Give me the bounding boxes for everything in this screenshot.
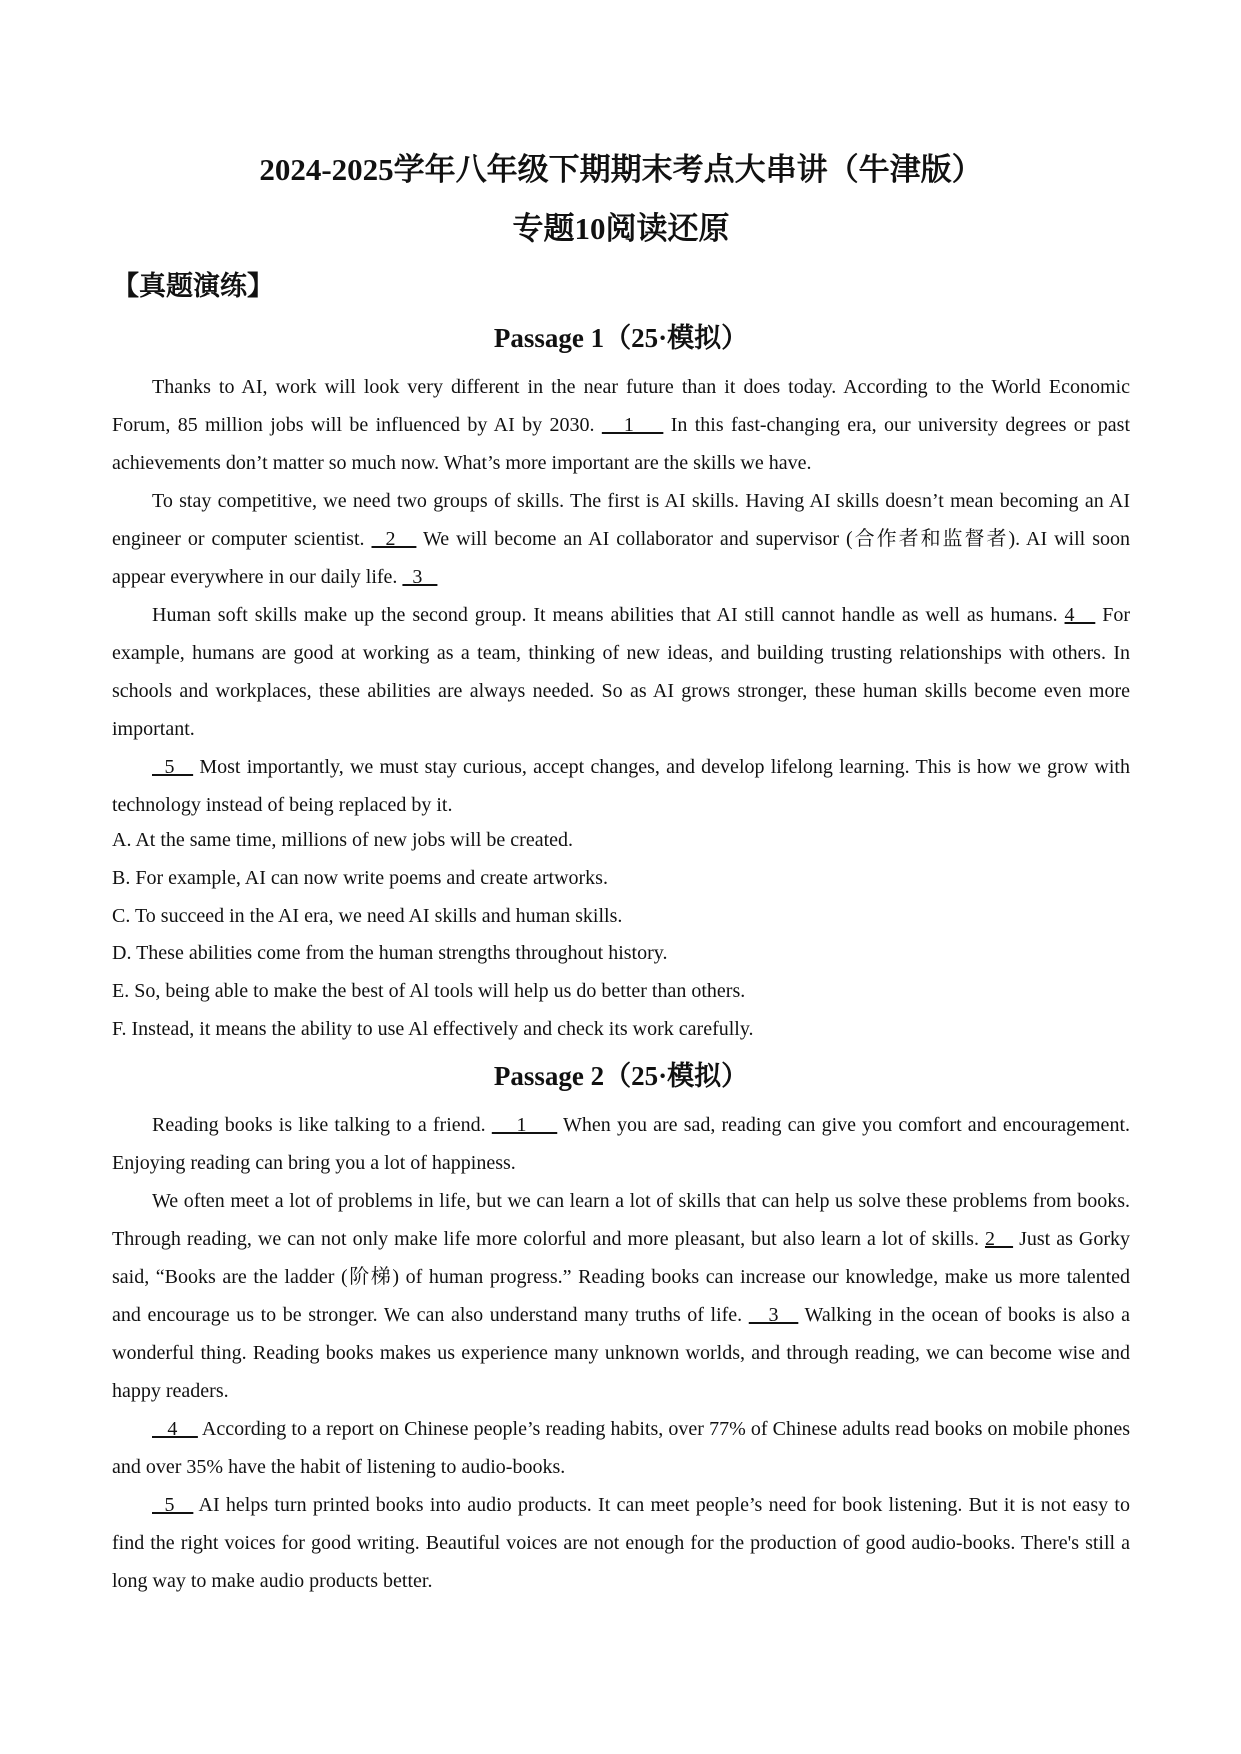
text: Reading books is like talking to a friend. bbox=[152, 1114, 492, 1136]
passage1-paragraph-3 bbox=[112, 596, 1130, 748]
blank-1: 1 bbox=[491, 1114, 558, 1136]
text: Just as Gorky said, “Books are the ladder (阶梯) of human progress.” Reading books can increase our knowledge, make us more talented and encourage us to be stronger. We can also understand many truths of life. bbox=[112, 1228, 1131, 1326]
passage1-paragraph-2 bbox=[112, 482, 1130, 596]
text: Most importantly, we must stay curious, accept changes, and develop lifelong learning. This is how we grow with technology instead of being replaced by it. bbox=[112, 756, 1130, 816]
passage2-paragraph-2 bbox=[112, 1182, 1130, 1410]
blank-4: 4 bbox=[152, 1418, 198, 1440]
option-f: F. Instead, it means the ability to use Al effectively and check its work carefully. bbox=[112, 1017, 754, 1040]
text: According to a report on Chinese people’s reading habits, over 77% of Chinese adults read books on mobile phones and over 35% have the habit of listening to audio-books. bbox=[112, 1418, 1131, 1478]
passage1-title: Passage 1（25·模拟） bbox=[493, 323, 749, 353]
option-b: B. For example, AI can now write poems and create artworks. bbox=[112, 866, 608, 889]
passage1-body bbox=[112, 368, 1130, 824]
text: When you are sad, reading can give you comfort and encouragement. Enjoying reading can bring you a lot of happiness. bbox=[112, 1114, 1130, 1174]
passage2-paragraph-4 bbox=[112, 1486, 1130, 1600]
passage2-body bbox=[112, 1106, 1130, 1600]
blank-4: 4 bbox=[1064, 604, 1096, 626]
document-title: 2024-2025学年八年级下期期末考点大串讲（牛津版） bbox=[259, 152, 983, 187]
blank-5: 5 bbox=[152, 756, 194, 778]
option-d: D. These abilities come from the human strengths throughout history. bbox=[112, 942, 668, 965]
option-e: E. So, being able to make the best of Al tools will help us do better than others. bbox=[112, 980, 746, 1003]
option-c: C. To succeed in the AI era, we need AI skills and human skills. bbox=[112, 904, 623, 927]
passage2-paragraph-1 bbox=[112, 1106, 1130, 1182]
document-subtitle: 专题10阅读还原 bbox=[512, 211, 730, 246]
passage1-paragraph-4 bbox=[112, 748, 1130, 824]
text: To stay competitive, we need two groups of skills. The first is AI skills. Having AI skills doesn’t mean becoming an AI engineer or computer scientist. bbox=[112, 490, 1130, 550]
passage2-title: Passage 2（25·模拟） bbox=[493, 1061, 749, 1091]
blank-3: 3 bbox=[748, 1304, 799, 1326]
blank-1: 1 bbox=[601, 414, 664, 436]
passage2-paragraph-3 bbox=[112, 1410, 1130, 1486]
text: Walking in the ocean of books is also a wonderful thing. Reading books makes us experience many unknown worlds, and through reading, we can become wise and happy readers. bbox=[112, 1304, 1131, 1402]
option-a: A. At the same time, millions of new jobs will be created. bbox=[112, 829, 574, 851]
blank-2: 2 bbox=[371, 528, 417, 550]
text: In this fast-changing era, our university degrees or past achievements don’t matter so much now. What’s more important are the skills we have. bbox=[112, 414, 1131, 474]
text: For example, humans are good at working as a team, thinking of new ideas, and building trusting relationships with others. In schools and workplaces, these abilities are always needed. So as AI grows stronger, these human skills become even more important. bbox=[112, 604, 1130, 740]
text: Human soft skills make up the second group. It means abilities that AI still cannot handle as well as humans. bbox=[152, 604, 1065, 626]
blank-2: 2 bbox=[984, 1228, 1014, 1250]
text: We often meet a lot of problems in life, but we can learn a lot of skills that can help us solve these problems from books. Through reading, we can not only make life more colorful and more pleasant, but also learn a lot of skills. bbox=[112, 1190, 1130, 1250]
text: Thanks to AI, work will look very different in the near future than it does today. According to the World Economic Forum, 85 million jobs will be influenced by AI by 2030. bbox=[112, 376, 1130, 436]
text: AI helps turn printed books into audio products. It can meet people’s need for book listening. But it is not easy to find the right voices for good writing. Beautiful voices are not enough for the production of good audio-books. There's still a long way to make audio products better. bbox=[112, 1494, 1130, 1592]
passage1-options bbox=[112, 822, 1130, 1049]
blank-3: 3 bbox=[402, 566, 438, 588]
blank-5: 5 bbox=[152, 1494, 194, 1516]
text: We will become an AI collaborator and supervisor (合作者和监督者). AI will soon appear everywhere in our daily life. bbox=[112, 528, 1130, 588]
passage1-paragraph-1 bbox=[112, 368, 1130, 482]
section-heading: 【真题演练】 bbox=[112, 271, 274, 301]
